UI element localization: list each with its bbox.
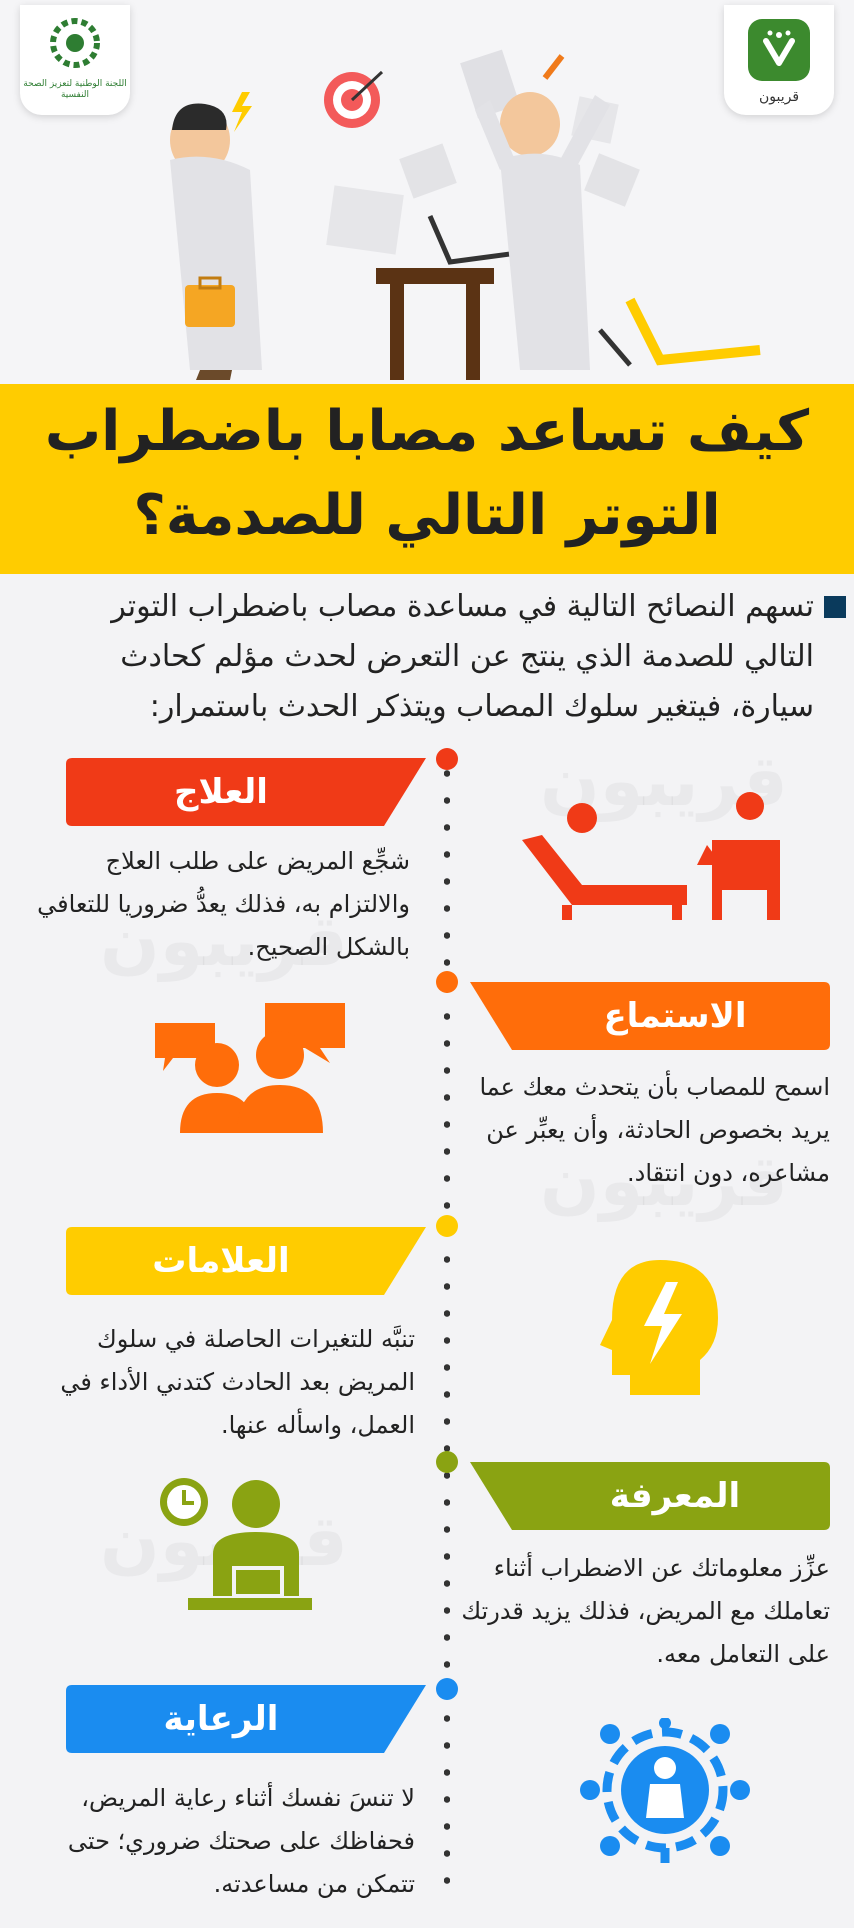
section-knowledge-title: المعرفة bbox=[609, 1476, 741, 1516]
page-title: كيف تساعد مصابا باضطراب التوتر التالي للصدمة؟ bbox=[44, 399, 810, 548]
qaribon-logo bbox=[724, 5, 834, 115]
section-signs-text: تنبَّه للتغيرات الحاصلة في سلوك المريض بعد الحادث كتدني الأداء في العمل، واسأله عنها. bbox=[60, 1325, 415, 1439]
hero-illustration bbox=[0, 0, 854, 384]
section-treatment-text: شجِّع المريض على طلب العلاج والالتزام به، فذلك يعدُّ ضروريا للتعافي بالشكل الصحيح. bbox=[37, 847, 410, 961]
section-care-text: لا تنسَ نفسك أثناء رعاية المريض، فحفاظك على صحتك ضروري؛ حتى تتمكن من مساعدته. bbox=[67, 1784, 415, 1898]
timeline-dot bbox=[436, 1678, 458, 1700]
section-care-title: الرعاية bbox=[163, 1699, 279, 1739]
timeline-dot bbox=[436, 1451, 458, 1473]
section-listening-title: الاستماع bbox=[603, 996, 747, 1036]
section-treatment-title: العلاج bbox=[174, 772, 268, 812]
therapy-couch-icon bbox=[522, 790, 782, 924]
head-lightning-icon bbox=[600, 1260, 720, 1399]
person-laptop-clock-icon bbox=[158, 1476, 313, 1620]
section-signs-title: العلامات bbox=[152, 1241, 290, 1281]
person-network-icon bbox=[580, 1718, 750, 1867]
timeline-dot bbox=[436, 1215, 458, 1237]
national-committee-logo bbox=[20, 5, 130, 115]
qaribon-app-icon bbox=[748, 19, 810, 81]
conversation-people-icon bbox=[155, 1003, 350, 1137]
section-signs-banner bbox=[66, 1227, 426, 1295]
section-care-banner bbox=[66, 1685, 426, 1753]
section-treatment-banner bbox=[66, 758, 426, 826]
section-knowledge-banner bbox=[470, 1462, 830, 1530]
timeline-dot bbox=[436, 971, 458, 993]
section-listening-text: اسمح للمصاب بأن يتحدث معك عما يريد بخصوص الحادثة، وأن يعبِّر عن مشاعره، دون انتقاد. bbox=[479, 1073, 830, 1187]
intro-paragraph: تسهم النصائح التالية في مساعدة مصاب باضطراب التوتر التالي للصدمة الذي ينتج عن التعرض لحدث مؤلم كحادث سيارة، فيتغير سلوك المصاب ويتذكر الحدث باستمرار: bbox=[111, 589, 814, 724]
timeline-line bbox=[444, 760, 450, 1890]
intro-bullet bbox=[824, 596, 846, 618]
section-listening-banner bbox=[470, 982, 830, 1050]
right-logo-text: قريبون bbox=[758, 89, 800, 105]
timeline-dot bbox=[436, 748, 458, 770]
committee-emblem-icon bbox=[20, 5, 130, 75]
section-knowledge-text: عزِّز معلوماتك عن الاضطراب أثناء تعاملك مع المريض، فذلك يزيد قدرتك على التعامل معه. bbox=[461, 1554, 830, 1668]
left-logo-text: اللجنة الوطنية لتعزيز الصحة النفسية bbox=[23, 79, 127, 100]
